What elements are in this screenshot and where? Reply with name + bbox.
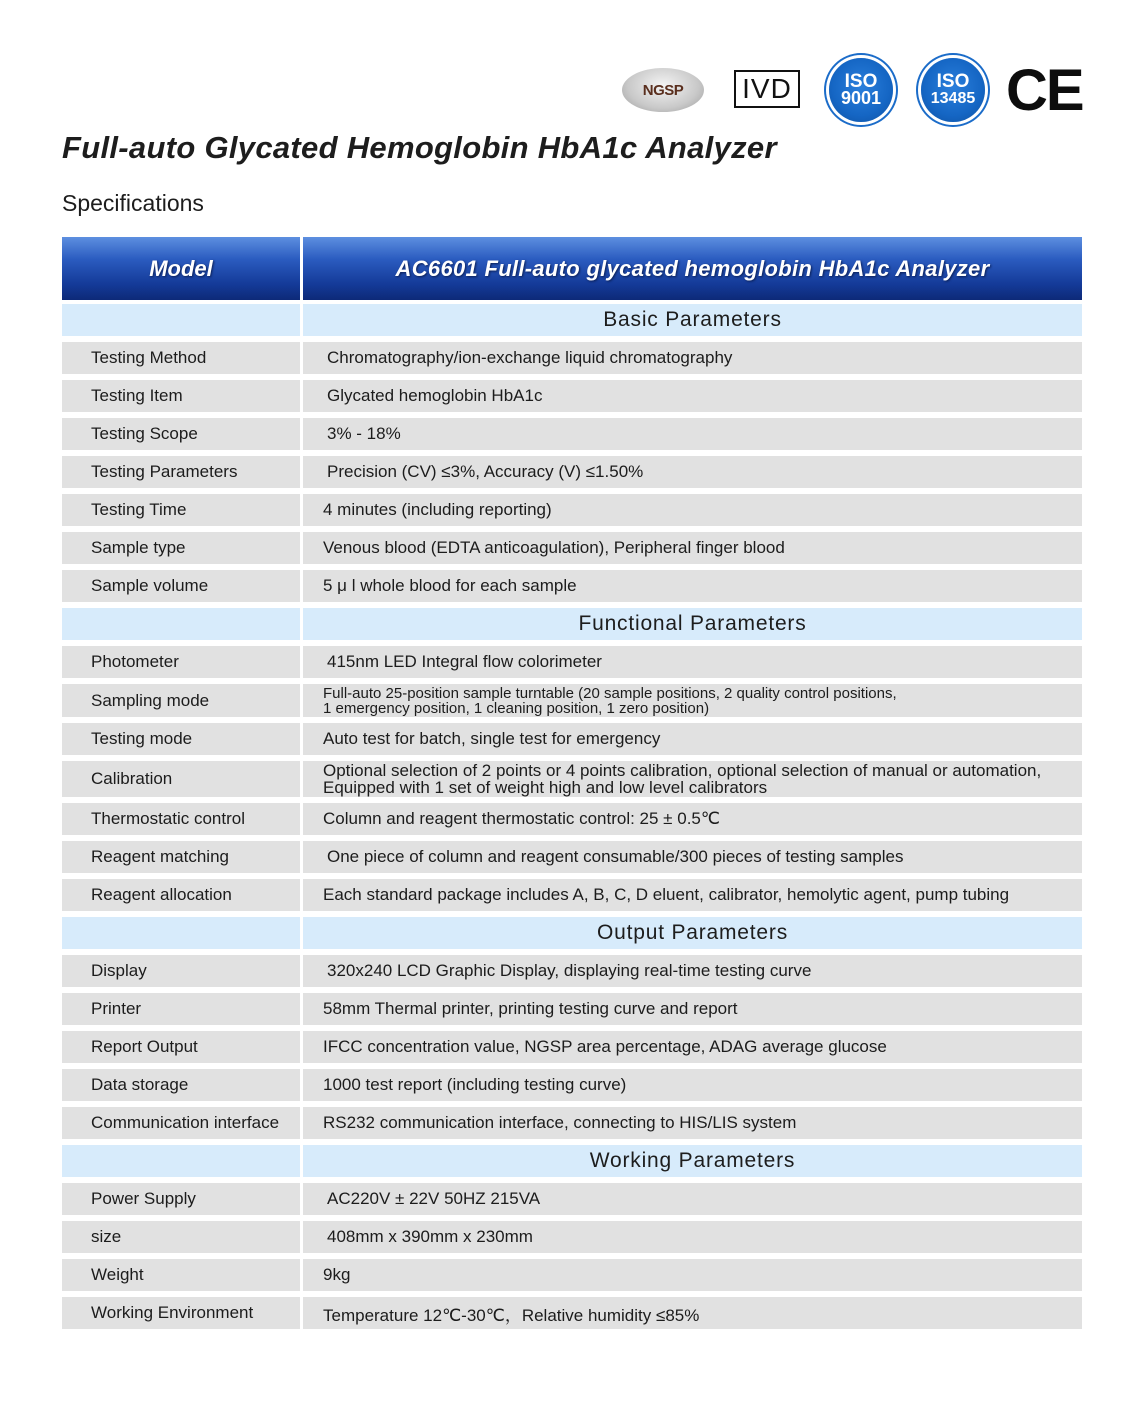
row-label: Testing Scope [62,418,300,450]
table-row [62,955,1082,987]
row-label: Data storage [62,1069,300,1101]
table-row [62,570,1082,602]
row-label: Display [62,955,300,987]
table-row [62,1031,1082,1063]
ngsp-logo-text: NGSP [642,81,684,99]
row-label: Communication interface [62,1107,300,1139]
section-spacer [62,608,300,640]
table-row [62,684,1082,717]
section-header-working [62,1145,1082,1177]
row-value [303,761,1082,797]
table-row [62,494,1082,526]
row-label: Testing Item [62,380,300,412]
table-row [62,761,1082,797]
row-label: Printer [62,993,300,1025]
section-title: Basic Parameters [303,304,1082,336]
header-model-label: Model [62,237,300,300]
row-value: Each standard package includes A, B, C, D eluent, calibrator, hemolytic agent, pump tubing [303,879,1082,911]
ivd-logo: IVD [734,70,800,108]
section-title: Output Parameters [303,917,1082,949]
section-header-functional [62,608,1082,640]
row-value: 5 μ l whole blood for each sample [303,570,1082,602]
row-value-line1: Optional selection of 2 points or 4 points calibration, optional selection of manual or automation, [323,761,1042,780]
iso-9001-badge [829,58,893,122]
row-label: Sample type [62,532,300,564]
row-value: Chromatography/ion-exchange liquid chromatography [303,342,1082,374]
row-value: RS232 communication interface, connecting to HIS/LIS system [303,1107,1082,1139]
section-spacer [62,304,300,336]
row-value: 415nm LED Integral flow colorimeter [303,646,1082,678]
table-row [62,1297,1082,1329]
row-value: 320x240 LCD Graphic Display, displaying real-time testing curve [303,955,1082,987]
row-value: IFCC concentration value, NGSP area percentage, ADAG average glucose [303,1031,1082,1063]
row-label: Testing Method [62,342,300,374]
row-value: 1000 test report (including testing curve) [303,1069,1082,1101]
row-value: AC220V ± 22V 50HZ 215VA [303,1183,1082,1215]
table-row [62,1221,1082,1253]
row-value: One piece of column and reagent consumable/300 pieces of testing samples [303,841,1082,873]
iso-13485-line2: 13485 [930,90,976,107]
row-value: Temperature 12℃-30℃，Relative humidity ≤85% [303,1297,1082,1329]
row-value: Precision (CV) ≤3%, Accuracy (V) ≤1.50% [303,456,1082,488]
section-header-output [62,917,1082,949]
row-label: Weight [62,1259,300,1291]
table-row [62,993,1082,1025]
row-value: 408mm x 390mm x 230mm [303,1221,1082,1253]
row-value: Venous blood (EDTA anticoagulation), Peripheral finger blood [303,532,1082,564]
row-label: Reagent matching [62,841,300,873]
certification-logos [0,58,1131,128]
iso-13485-line1: ISO [936,71,970,92]
row-label: Thermostatic control [62,803,300,835]
row-value-line2: 1 emergency position, 1 cleaning position, 1 zero position) [323,699,710,717]
row-label: Report Output [62,1031,300,1063]
row-value: 9kg [303,1259,1082,1291]
row-value-line2: Equipped with 1 set of weight high and low level calibrators [323,778,768,797]
page-title: Full-auto Glycated Hemoglobin HbA1c Analyzer [62,130,777,165]
table-row [62,723,1082,755]
row-label: Photometer [62,646,300,678]
iso-13485-badge [921,58,985,122]
section-header-basic [62,304,1082,336]
row-label: Sampling mode [62,684,300,717]
table-row [62,418,1082,450]
section-title: Functional Parameters [303,608,1082,640]
table-row [62,456,1082,488]
table-row [62,1259,1082,1291]
iso-9001-line1: ISO [844,71,878,92]
section-spacer [62,917,300,949]
row-value: Glycated hemoglobin HbA1c [303,380,1082,412]
row-value: 58mm Thermal printer, printing testing curve and report [303,993,1082,1025]
row-value [303,684,1082,717]
header-model-value: AC6601 Full-auto glycated hemoglobin HbA1c Analyzer [303,237,1082,300]
row-value: Column and reagent thermostatic control: 25 ± 0.5℃ [303,803,1082,835]
table-row [62,646,1082,678]
row-value-line1: Full-auto 25-position sample turntable (20 sample positions, 2 quality control positions, [323,684,897,702]
row-label: Sample volume [62,570,300,602]
table-row [62,342,1082,374]
row-label: Testing Time [62,494,300,526]
row-value: Auto test for batch, single test for emergency [303,723,1082,755]
section-spacer [62,1145,300,1177]
row-label: Power Supply [62,1183,300,1215]
row-label: Calibration [62,761,300,797]
ce-mark-logo: CE [1006,58,1083,123]
row-value: 3% - 18% [303,418,1082,450]
row-label: size [62,1221,300,1253]
table-row [62,841,1082,873]
section-title: Working Parameters [303,1145,1082,1177]
table-row [62,532,1082,564]
row-label: Testing Parameters [62,456,300,488]
table-row [62,879,1082,911]
table-row [62,1069,1082,1101]
table-row [62,803,1082,835]
iso-9001-line2: 9001 [840,88,882,108]
ngsp-logo [622,68,704,112]
specifications-table [62,237,1082,1335]
table-row [62,1107,1082,1139]
row-label: Working Environment [62,1297,300,1329]
table-header [62,237,1082,300]
row-label: Reagent allocation [62,879,300,911]
table-row [62,1183,1082,1215]
table-row [62,380,1082,412]
page-subtitle: Specifications [62,190,204,216]
row-value: 4 minutes (including reporting) [303,494,1082,526]
row-label: Testing mode [62,723,300,755]
